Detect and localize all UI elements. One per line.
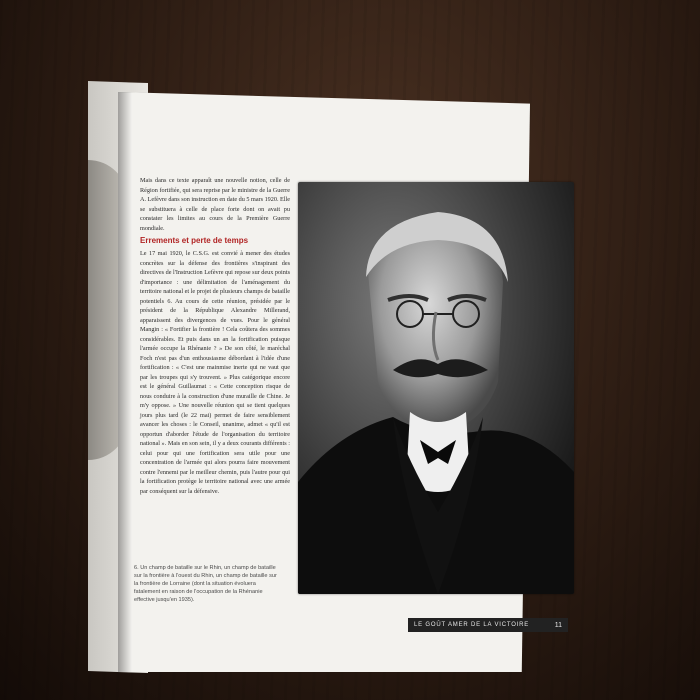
section-heading: Errements et perte de temps: [140, 236, 249, 245]
intro-paragraph: Mais dans ce texte apparaît une nouvelle notion, celle de Région fortifiée, qui sera reprise par le ministre de la Guerre A. Lefèvre dans son instruction en date du 5 mars 1920. Elle se substituera à celle de place forte dont on avait pu constater les limites au cours de la Première Guerre mondiale.: [140, 177, 291, 232]
page-gutter-shadow: [118, 92, 132, 672]
body-paragraph: Le 17 mai 1920, le C.S.G. est convié à mener des études concrètes sur la défense des frontières s'inspirant des directives de l'Instruction Lefèvre qui repose sur deux points d'importance : une délimitation de l'aménagement du territoire national et le projet de plusieurs champs de bataille potentiels 6. Au cours de cette réunion, présidée par le président de la République Alexandre Millerand, apparaissent des divergences de vues. Pour le général Mangin : « Fortifier la frontière ! Cela coûtera des sommes considérables. Et puis dans un an la fortification puisque l'armée occupe la Rhénanie ? » De son côté, le maréchal Foch n'est pas d'un enthousiasme débordant à l'idée d'une fortification : « C'est une mainmise inerte qui ne vaut que par les troupes qui s'y trouvent. » Plus catégorique encore est le général Guillaumat : « Cette conception risque de nous conduire à la construction d'une muraille de Chine. Je m'y oppose. » Une nouvelle réunion qui se tient quelques jours plus tard (le 22 mai) permet de faire sensiblement avancer les choses : le Conseil, unanime, admet « qu'il est opportun d'aborder l'étude de l'organisation du territoire national ». Mais en son sein, il y a deux courants différents : celui pour qui une fortification sera utile pour une concentration de l'armée qui alors pourra faire mouvement contre l'ennemi par le meilleur chemin, puis l'autre pour qui la fortification protège le territoire national avec une armée par conséquent sur la défensive.: [140, 250, 290, 495]
portrait-illustration: [298, 182, 574, 594]
text-column: [140, 176, 290, 499]
footnote-caption: 6. Un champ de bataille sur le Rhin, un champ de bataille sur la frontière à l'ouest du Rhin, un champ de bataille sur la frontière de Lorraine (dont la situation évoluera fatalement en raison de l'occupation de la Rhénanie effective jusqu'en 1935).: [134, 565, 277, 603]
footer-title: LE GOÛT AMER DE LA VICTOIRE: [414, 622, 530, 628]
page-number: 11: [554, 621, 562, 629]
running-footer: [408, 618, 568, 632]
portrait-photo: [298, 182, 574, 594]
